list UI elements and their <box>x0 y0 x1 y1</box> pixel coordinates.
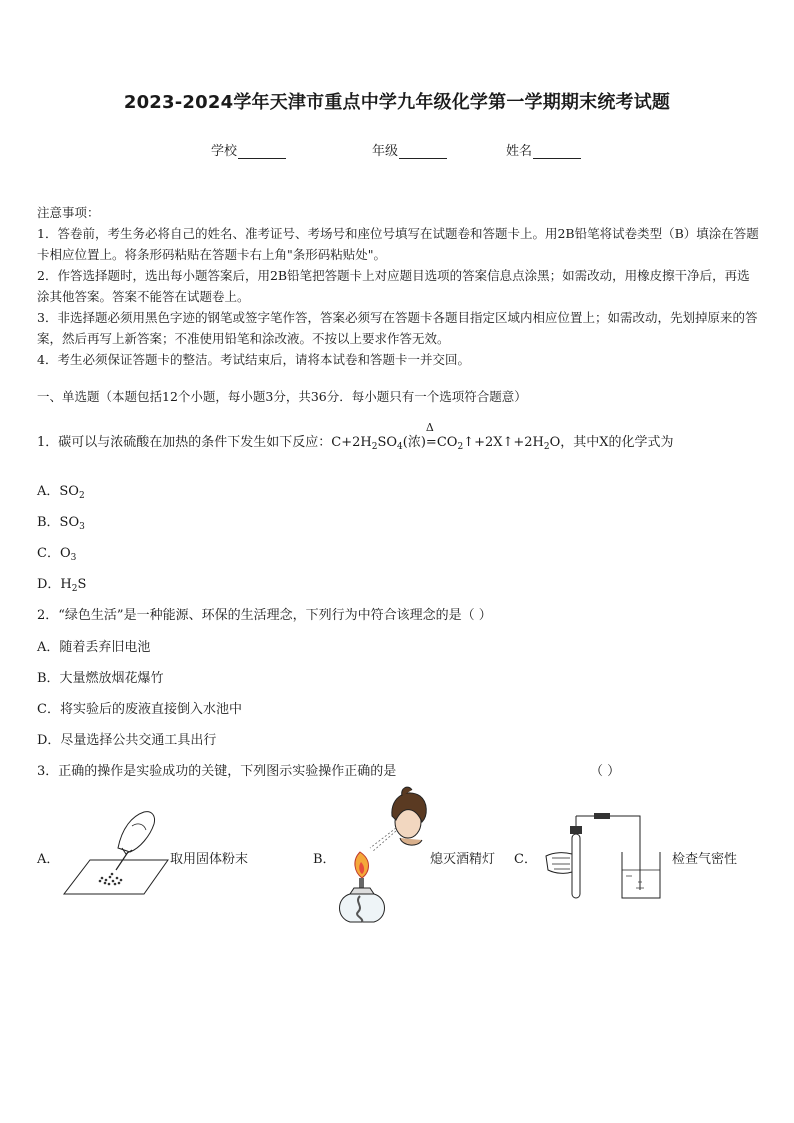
school-label: 学校 <box>211 144 238 159</box>
q3-option-a-letter[interactable]: A． <box>37 852 60 867</box>
q2-option-b[interactable]: B．大量燃放烟花爆竹 <box>37 671 164 686</box>
notes-heading: 注意事项： <box>37 205 100 220</box>
note-item: 3．非选择题必须用黑色字迹的钢笔或签字笔作答，答案必须写在答题卡各题目指定区域内相应位置上；如需改动，先划掉原来的答案，然后再写上新答案；不准使用铅笔和涂改液。不按以上要求作答无效。 <box>37 310 758 346</box>
note-item: 2．作答选择题时，选出每小题答案后，用2B铅笔把答题卡上对应题目选项的答案信息点涂黑；如需改动，用橡皮擦干净后，再选涂其他答案。答案不能答在试题卷上。 <box>37 268 750 304</box>
q1-option-c[interactable]: C．$O_3$ <box>37 546 77 563</box>
name-blank[interactable] <box>533 144 581 159</box>
q2-option-d[interactable]: D．尽量选择公共交通工具出行 <box>37 733 217 748</box>
q3-option-a-caption: 取用固体粉末 <box>170 852 249 867</box>
school-blank[interactable] <box>238 144 286 159</box>
alcohol-lamp-figure <box>330 786 430 926</box>
q2-option-a[interactable]: A．随着丢弃旧电池 <box>37 640 151 655</box>
q2-option-c[interactable]: C．将实验后的废液直接倒入水池中 <box>37 702 242 717</box>
note-item: 4．考生必须保证答题卡的整洁。考试结束后，请将本试卷和答题卡一并交回。 <box>37 352 470 367</box>
question-2-stem: 2．“绿色生活”是一种能源、环保的生活理念，下列行为中符合该理念的是（ ） <box>37 608 492 623</box>
page-title: 2023-2024学年天津市重点中学九年级化学第一学期期末统考试题 <box>123 92 671 113</box>
grade-field[interactable] <box>372 140 447 159</box>
grade-label: 年级 <box>372 144 399 159</box>
school-field[interactable] <box>211 140 286 159</box>
q3-option-b-caption: 熄灭酒精灯 <box>430 852 496 867</box>
powder-figure <box>60 808 172 898</box>
question-3-stem: 3．正确的操作是实验成功的关键，下列图示实验操作正确的是 <box>37 764 397 779</box>
q1-option-a[interactable]: A．$SO_2$ <box>37 484 85 501</box>
q3-option-c-letter[interactable]: C． <box>514 852 537 867</box>
note-item: 1．答卷前，考生务必将自己的姓名、准考证号、考场号和座位号填写在试题卷和答题卡上。用2B铅笔将试卷类型（B）填涂在答题卡相应位置上。将条形码粘贴在答题卡右上角"条形码粘贴处"。 <box>37 226 759 262</box>
grade-blank[interactable] <box>399 144 447 159</box>
section-heading: 一、单选题（本题包括12个小题，每小题3分，共36分．每小题只有一个选项符合题意） <box>37 389 527 404</box>
q1-option-d[interactable]: D．$H_2S$ <box>37 577 87 594</box>
name-label: 姓名 <box>506 144 533 159</box>
question-1-stem: 1．碳可以与浓硫酸在加热的条件下发生如下反应：$C+2H_2SO_4$(浓) Δ $=CO_2↑+2X↑+2H_2O$，其中X的化学式为 <box>37 421 674 452</box>
answer-paren: （ ） <box>590 764 621 779</box>
name-field[interactable] <box>506 140 581 159</box>
airtightness-figure <box>542 812 666 904</box>
q1-option-b[interactable]: B．$SO_3$ <box>37 515 85 532</box>
delta-symbol: Δ <box>425 421 434 434</box>
q3-option-c-caption: 检查气密性 <box>672 852 738 867</box>
notes-block <box>37 202 759 370</box>
q3-option-b-letter[interactable]: B． <box>313 852 336 867</box>
